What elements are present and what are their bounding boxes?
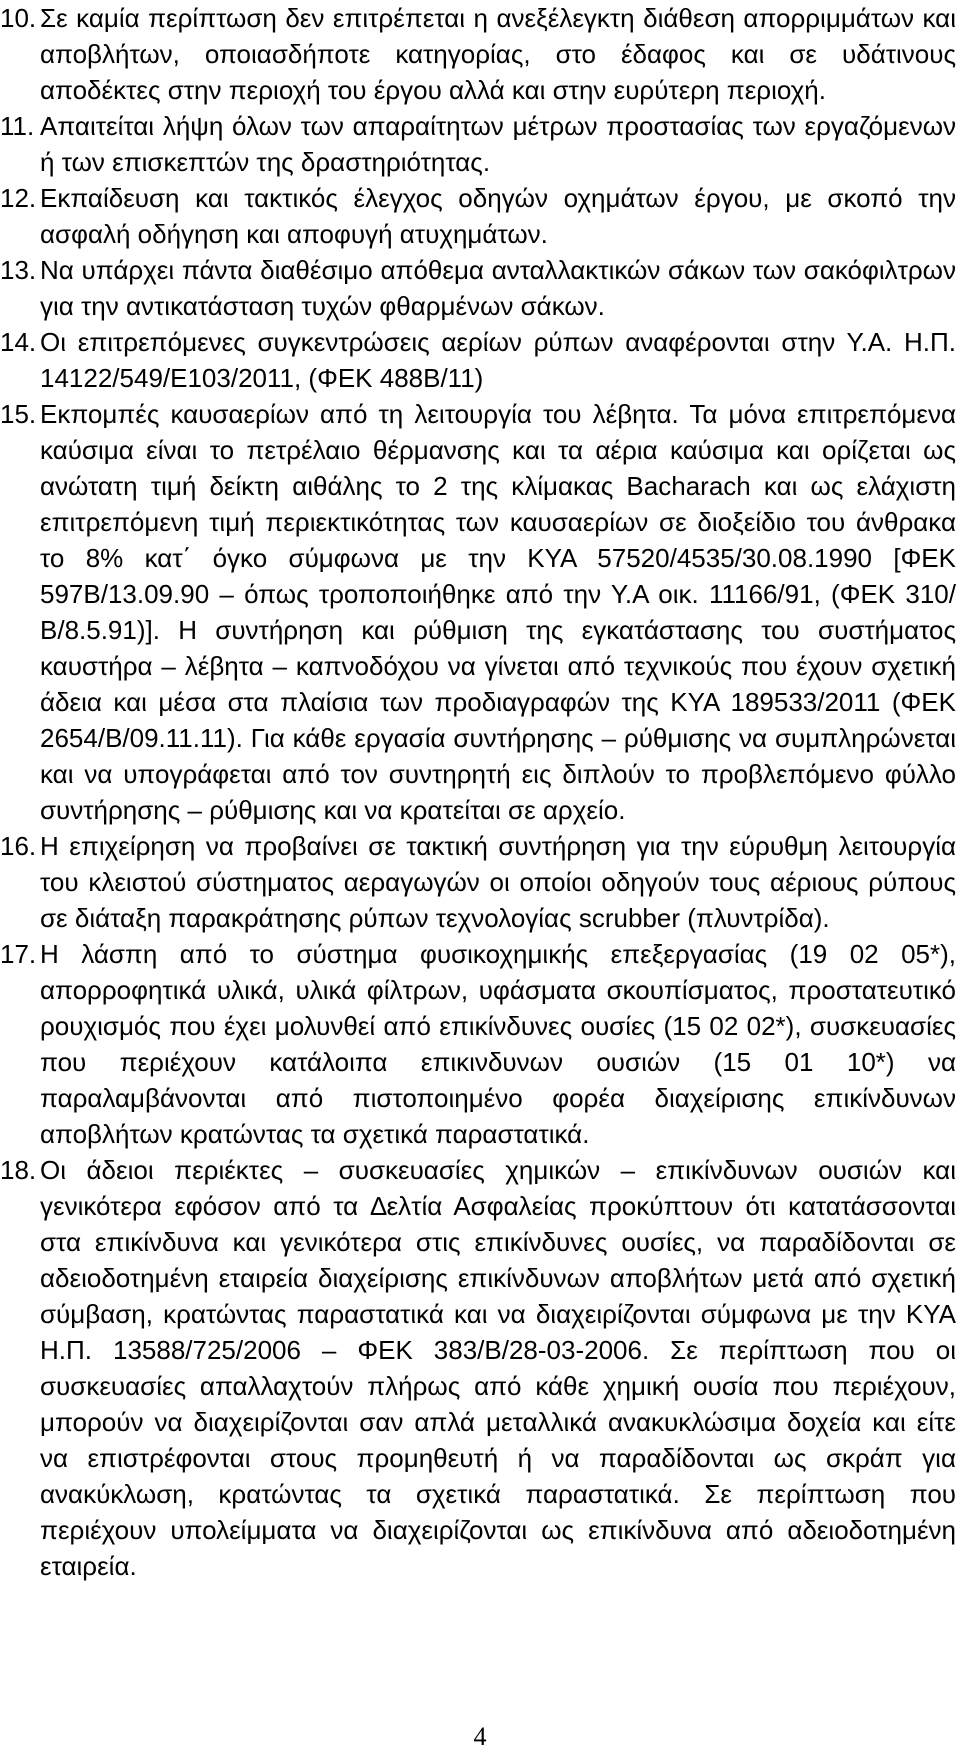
item-number: 13.: [0, 255, 37, 285]
item-text: Εκπαίδευση και τακτικός έλεγχος οδηγών οχημάτων έργου, με σκοπό την ασφαλή οδήγηση και αποφυγή ατυχημάτων.: [40, 183, 956, 249]
list-item-16: [0, 828, 956, 936]
item-number: 18.: [0, 1155, 37, 1185]
list-item-10: [0, 0, 956, 108]
item-text: Σε καμία περίπτωση δεν επιτρέπεται η ανεξέλεγκτη διάθεση απορριμμάτων και αποβλήτων, οποιασδήποτε κατηγορίας, στο έδαφος και σε υδάτινους αποδέκτες στην περιοχή του έργου αλλά και στην ευρύτερη περιοχή.: [40, 3, 956, 105]
list-item-11: [0, 108, 956, 180]
item-number: 14.: [0, 327, 37, 357]
item-number: 17.: [0, 939, 37, 969]
item-text: Απαιτείται λήψη όλων των απαραίτητων μέτρων προστασίας των εργαζόμενων ή των επισκεπτών της δραστηριότητας.: [40, 111, 956, 177]
list-item-17: [0, 936, 956, 1152]
list-item-18: [0, 1152, 956, 1584]
item-number: 11.: [0, 111, 35, 141]
item-number: 10.: [0, 3, 37, 33]
item-text: Να υπάρχει πάντα διαθέσιμο απόθεμα ανταλλακτικών σάκων των σακόφιλτρων για την αντικατάσταση τυχών φθαρμένων σάκων.: [40, 255, 956, 321]
item-text: Η επιχείρηση να προβαίνει σε τακτική συντήρηση για την εύρυθμη λειτουργία του κλειστού σύστηματος αεραγωγών οι οποίοι οδηγούν τους αέριους ρύπους σε διάταξη παρακράτησης ρύπων τεχνολογίας scrubber (πλυντρίδα).: [40, 831, 956, 933]
list-item-14: [0, 324, 956, 396]
item-text: Εκπομπές καυσαερίων από τη λειτουργία του λέβητα. Τα μόνα επιτρεπόμενα καύσιμα είναι το πετρέλαιο θέρμανσης και τα αέρια καύσιμα και ορίζεται ως ανώτατη τιμή δείκτη αιθάλης το 2 της κλίμακας Bacharach και ως ελάχιστη επιτρεπόμενη τιμή περιεκτικότητας των καυσαερίων σε διοξείδιο του άνθρακα το 8% κατ΄ όγκο σύμφωνα με την ΚΥΑ 57520/4535/30.08.1990 [ΦΕΚ 597Β/13.09.90 – όπως τροποποιήθηκε από την Υ.Α οικ. 11166/91, (ΦΕΚ 310/Β/8.5.91)]. Η συντήρηση και ρύθμιση της εγκατάστασης του συστήματος καυστήρα – λέβητα – καπνοδόχου να γίνεται από τεχνικούς που έχουν σχετική άδεια και μέσα στα πλαίσια των προδιαγραφών της ΚΥΑ 189533/2011 (ΦΕΚ 2654/Β/09.11.11). Για κάθε εργασία συντήρησης – ρύθμισης να συμπληρώνεται και να υπογράφεται από τον συντηρητή εις διπλούν το προβλεπόμενο φύλλο συντήρησης – ρύθμισης και να κρατείται σε αρχείο.: [40, 399, 956, 825]
item-text: Οι επιτρεπόμενες συγκεντρώσεις αερίων ρύπων αναφέρονται στην Υ.Α. Η.Π. 14122/549/Ε103/2011, (ΦΕΚ 488Β/11): [40, 327, 956, 393]
item-number: 16.: [0, 831, 37, 861]
list-item-13: [0, 252, 956, 324]
item-number: 12.: [0, 183, 37, 213]
item-text: Η λάσπη από το σύστημα φυσικοχημικής επεξεργασίας (19 02 05*), απορροφητικά υλικά, υλικά φίλτρων, υφάσματα σκουπίσματος, προστατευτικό ρουχισμός που έχει μολυνθεί από επικίνδυνες ουσίες (15 02 02*), συσκευασίες που περιέχουν κατάλοιπα επικινδυνων ουσιών (15 01 10*) να παραλαμβάνονται από πιστοποιημένο φορέα διαχείρισης επικίνδυνων αποβλήτων κρατώντας τα σχετικά παραστατικά.: [40, 939, 956, 1149]
list-item-15: [0, 396, 956, 828]
item-number: 15.: [0, 399, 37, 429]
page-number: 4: [473, 1722, 487, 1751]
item-text: Οι άδειοι περιέκτες – συσκευασίες χημικών – επικίνδυνων ουσιών και γενικότερα εφόσον από τα ∆ελτία Ασφαλείας προκύπτουν ότι κατατάσσονται στα επικίνδυνα και γενικότερα στις επικίνδυνες ουσίες, να παραδίδονται σε αδειοδοτημένη εταιρεία διαχείρισης επικίνδυνων αποβλήτων μετά από σχετική σύμβαση, κρατώντας παραστατικά και να διαχειρίζονται σύμφωνα με την ΚΥΑ Η.Π. 13588/725/2006 – ΦΕΚ 383/Β/28-03-2006. Σε περίπτωση που οι συσκευασίες απαλλαχτούν πλήρως από κάθε χημική ουσία που περιέχουν, μπορούν να διαχειρίζονται σαν απλά μεταλλικά ανακυκλώσιμα δοχεία και είτε να επιστρέφονται στους προμηθευτή ή να παραδίδονται ως σκράπ για ανακύκλωση, κρατώντας τα σχετικά παραστατικά. Σε περίπτωση που περιέχουν υπολείμματα να διαχειρίζονται ως επικίνδυνα από αδειοδοτημένη εταιρεία.: [40, 1155, 956, 1581]
list-item-12: [0, 180, 956, 252]
